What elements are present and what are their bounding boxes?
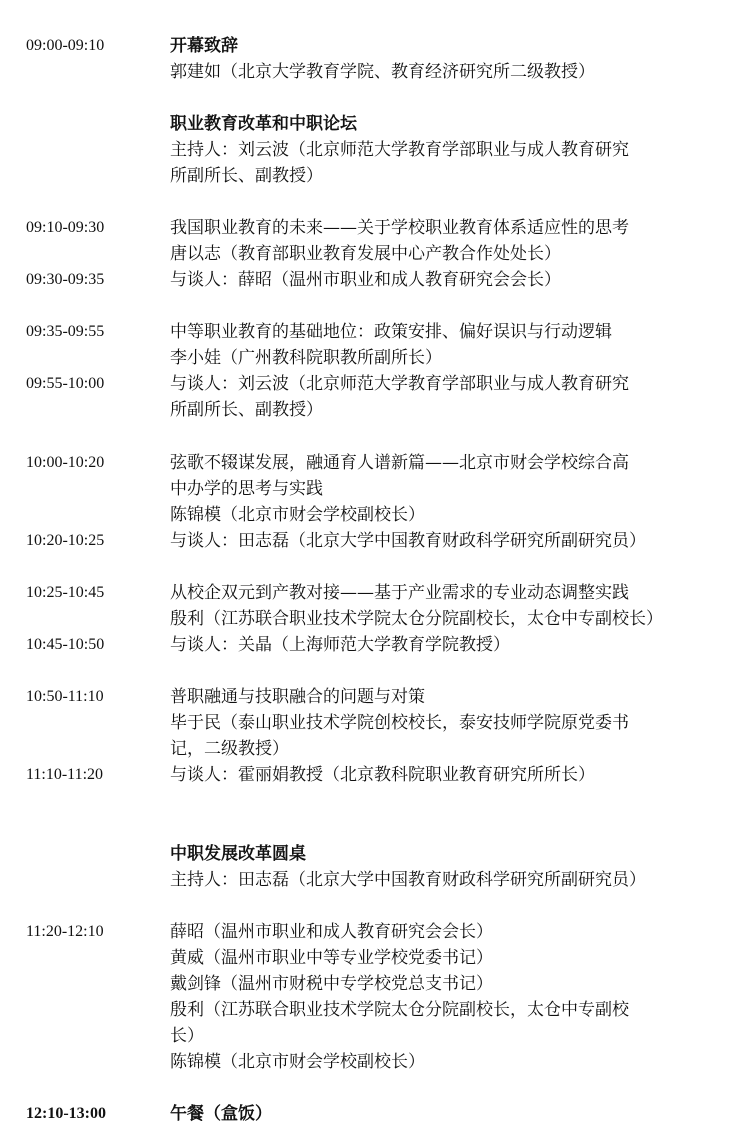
time-talk4: 10:25-10:45 xyxy=(26,584,105,601)
time-talk3-discussant: 10:20-10:25 xyxy=(26,532,105,549)
roundtable-panelist-4-line2: 长） xyxy=(170,1026,204,1046)
roundtable-panelist-2: 黄威（温州市职业中等专业学校党委书记） xyxy=(170,948,493,968)
roundtable-panelist-4-line1: 殷利（江苏联合职业技术学院太仓分院副校长，太仓中专副校 xyxy=(170,1000,629,1020)
talk2-title: 中等职业教育的基础地位：政策安排、偏好误识与行动逻辑 xyxy=(170,322,612,342)
talk3-title-line2: 中办学的思考与实践 xyxy=(170,479,323,499)
talk4-title: 从校企双元到产教对接——基于产业需求的专业动态调整实践 xyxy=(170,583,629,603)
roundtable-panelist-5: 陈锦模（北京市财会学校副校长） xyxy=(170,1052,425,1072)
talk1-discussant: 与谈人：薛昭（温州市职业和成人教育研究会会长） xyxy=(170,270,561,290)
time-talk2: 09:35-09:55 xyxy=(26,323,105,340)
talk4-speaker: 殷利（江苏联合职业技术学院太仓分院副校长，太仓中专副校长） xyxy=(170,609,663,629)
time-talk4-discussant: 10:45-10:50 xyxy=(26,636,105,653)
talk1-title: 我国职业教育的未来——关于学校职业教育体系适应性的思考 xyxy=(170,218,629,238)
talk5-title: 普职融通与技职融合的问题与对策 xyxy=(170,687,425,707)
roundtable-panelist-3: 戴剑锋（温州市财税中专学校党总支书记） xyxy=(170,974,493,994)
forum-host-line1: 主持人：刘云波（北京师范大学教育学部职业与成人教育研究 xyxy=(170,140,629,160)
talk3-title xyxy=(170,450,629,502)
roundtable-title: 中职发展改革圆桌 xyxy=(170,844,306,864)
roundtable-panelist-1: 薛昭（温州市职业和成人教育研究会会长） xyxy=(170,922,493,942)
talk2-discussant-line1: 与谈人：刘云波（北京师范大学教育学部职业与成人教育研究 xyxy=(170,374,629,394)
opening-title: 开幕致辞 xyxy=(170,36,238,56)
roundtable-panelist-4 xyxy=(170,997,629,1049)
time-roundtable: 11:20-12:10 xyxy=(26,923,104,940)
time-talk5: 10:50-11:10 xyxy=(26,688,104,705)
talk3-speaker: 陈锦模（北京市财会学校副校长） xyxy=(170,505,425,525)
talk5-speaker xyxy=(170,710,629,762)
talk1-speaker: 唐以志（教育部职业教育发展中心产教合作处处长） xyxy=(170,244,561,264)
time-lunch: 12:10-13:00 xyxy=(26,1105,106,1122)
forum-host-line2: 所副所长、副教授） xyxy=(170,166,323,186)
time-talk5-discussant: 11:10-11:20 xyxy=(26,766,104,783)
talk5-speaker-line1: 毕于民（泰山职业技术学院创校校长，泰安技师学院原党委书 xyxy=(170,713,629,733)
talk2-speaker: 李小娃（广州教科院职教所副所长） xyxy=(170,348,442,368)
forum-title: 职业教育改革和中职论坛 xyxy=(170,114,357,134)
talk5-discussant: 与谈人：霍丽娟教授（北京教科院职业教育研究所所长） xyxy=(170,765,595,785)
forum-host xyxy=(170,137,629,189)
talk5-speaker-line2: 记，二级教授） xyxy=(170,739,289,759)
time-talk1-discussant: 09:30-09:35 xyxy=(26,271,105,288)
opening-speaker: 郭建如（北京大学教育学院、教育经济研究所二级教授） xyxy=(170,62,595,82)
talk2-discussant xyxy=(170,371,629,423)
roundtable-host: 主持人：田志磊（北京大学中国教育财政科学研究所副研究员） xyxy=(170,870,646,890)
talk4-discussant: 与谈人：关晶（上海师范大学教育学院教授） xyxy=(170,635,510,655)
lunch-title: 午餐（盒饭） xyxy=(170,1104,272,1124)
time-opening: 09:00-09:10 xyxy=(26,37,105,54)
talk3-title-line1: 弦歌不辍谋发展，融通育人谱新篇——北京市财会学校综合高 xyxy=(170,453,629,473)
time-talk3: 10:00-10:20 xyxy=(26,454,105,471)
time-talk1: 09:10-09:30 xyxy=(26,219,105,236)
talk3-discussant: 与谈人：田志磊（北京大学中国教育财政科学研究所副研究员） xyxy=(170,531,646,551)
time-talk2-discussant: 09:55-10:00 xyxy=(26,375,105,392)
talk2-discussant-line2: 所副所长、副教授） xyxy=(170,400,323,420)
